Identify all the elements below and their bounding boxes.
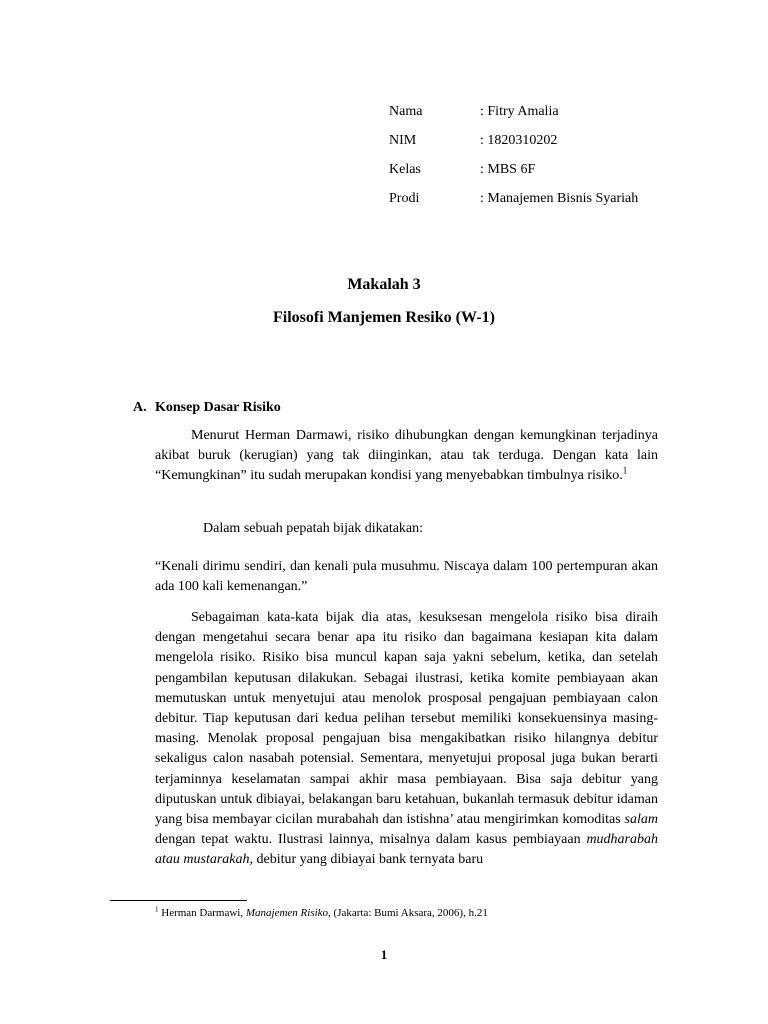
- section-number: A.: [133, 400, 147, 415]
- paragraph-definition: [155, 426, 658, 487]
- identity-label: NIM: [389, 133, 417, 148]
- paragraph-proverb-intro: [155, 519, 658, 539]
- identity-value: : Fitry Amalia: [480, 104, 559, 119]
- section-title: Konsep Dasar Risiko: [155, 400, 281, 415]
- footnote-text: (Jakarta: Bumi Aksara, 2006), h.21: [330, 907, 488, 919]
- section-heading: [133, 398, 281, 418]
- footnote-book-title: Manajemen Risiko,: [245, 907, 331, 919]
- paragraph-illustration: [155, 608, 658, 871]
- footnote-separator: [110, 900, 247, 901]
- identity-label: Prodi: [389, 191, 420, 206]
- footnote-number: 1: [155, 905, 159, 914]
- document-subtitle: Filosofi Manjemen Resiko (W-1): [272, 309, 496, 326]
- identity-label: Kelas: [389, 162, 421, 177]
- identity-row-kelas: [389, 159, 638, 188]
- italic-term: mudharabah atau mustarakah,: [155, 832, 658, 868]
- footnote: [155, 904, 488, 922]
- identity-row-nim: [389, 130, 638, 159]
- quote-text: “Kenali dirimu sendiri, dan kenali pula musuhmu. Niscaya dalam 100 pertempuran akan ada 100 kali kemenangan.”: [155, 559, 658, 595]
- identity-label: Nama: [389, 104, 423, 119]
- identity-row-nama: [389, 101, 638, 130]
- paragraph-text: dengan tepat waktu. Ilustrasi lainnya, misalnya dalam kasus pembiayaan: [155, 832, 587, 848]
- italic-term: salam: [624, 812, 658, 828]
- identity-value: : 1820310202: [480, 133, 558, 148]
- footnote-text: Herman Darmawi,: [158, 907, 246, 919]
- page-number: 1: [380, 947, 388, 962]
- paragraph-text: Sebagaiman kata-kata bijak dia atas, kesuksesan mengelola risiko bisa diraih dengan mengetahui secara benar apa itu risiko dan bagaimana kesiapan kita dalam mengelola risiko. Risiko bisa muncul kapan saja yakni sebelum, ketika, dan setelah pengambilan keputusan dilakukan. Sebagai ilustrasi, ketika komite pembiayaan akan memutuskan untuk menyetujui atau menolok prosposal pengajuan pembiayaan calon debitur. Tiap keputusan dari kedua pelihan tersebut memiliki konsekuensinya masing-masing. Menolak proposal pengajuan bisa mengakibatkan risiko hilangnya debitur sekaligus calon nasabah potensial. Sementara, menyetujui proposal juga bukan berarti terjaminnya keselamatan sampai akhir masa pembiayaan. Bisa saja debitur yang diputuskan untuk dibiayai, belakangan baru ketahuan, bukanlah termasuk debitur idaman yang bisa membayar cicilan murabahah dan istishna’ atau mengirimkan komoditas: [155, 610, 658, 828]
- identity-block: [389, 101, 638, 217]
- paragraph-quote: [155, 557, 658, 597]
- identity-value: : MBS 6F: [480, 162, 536, 177]
- identity-value: : Manajemen Bisnis Syariah: [480, 191, 639, 206]
- paragraph-text: debitur yang dibiayai bank ternyata baru: [253, 852, 484, 868]
- footnote-reference: 1: [622, 465, 628, 476]
- identity-row-prodi: [389, 188, 638, 217]
- document-title: Makalah 3: [347, 276, 421, 293]
- paragraph-text: Dalam sebuah pepatah bijak dikatakan:: [203, 521, 424, 536]
- paragraph-text: Menurut Herman Darmawi, risiko dihubungkan dengan kemungkinan terjadinya akibat buruk (kerugian) yang tak diinginkan, atau tak terduga. Dengan kata lain “Kemungkinan” itu sudah merupakan kondisi yang menyebabkan timbulnya risiko.: [155, 428, 658, 484]
